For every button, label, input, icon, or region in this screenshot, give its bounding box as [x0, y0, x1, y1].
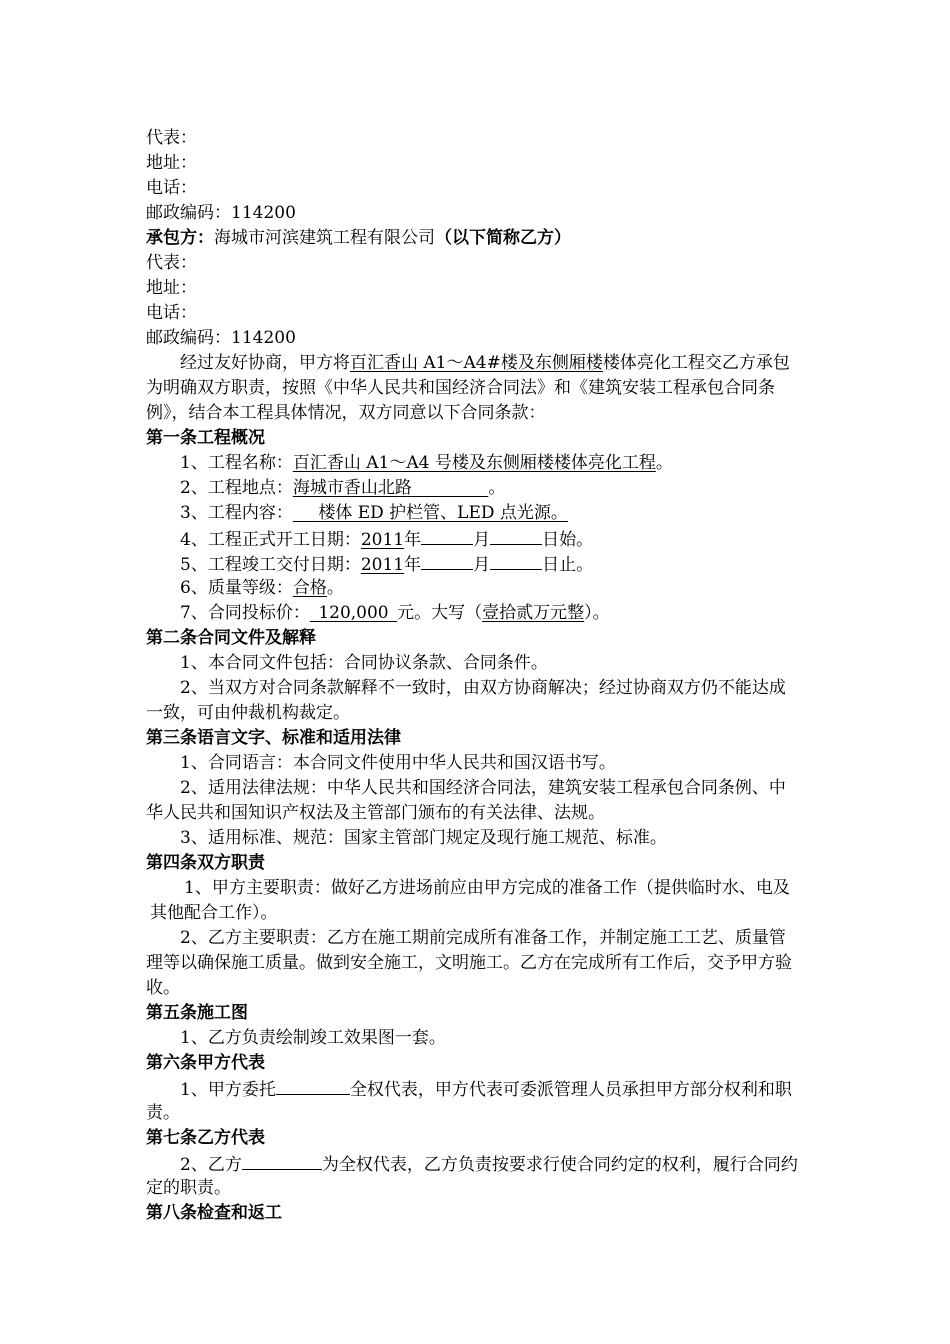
owner-phone-field: 电话： — [146, 178, 197, 198]
section-6-text: 全权代表，甲方代表可委派管理人员承担甲方部分权利和职 — [349, 1080, 792, 1100]
month-unit: 月 — [473, 530, 491, 550]
section-4-p2: 2、乙方主要职责：乙方在施工期前完成所有准备工作，并制定施工工艺、质量管 — [180, 928, 786, 948]
contractor-line — [146, 226, 571, 250]
owner-rep-field: 代表： — [146, 128, 197, 148]
section-4-p2-cont: 理等以确保施工质量。做到安全施工，文明施工。乙方在完成所有工作后，交予甲方验 — [146, 953, 792, 973]
contractor-phone-field: 电话： — [146, 303, 197, 323]
section-4-p1-cont: 其他配合工作）。 — [150, 903, 278, 923]
contractor-rep-blank — [242, 1151, 322, 1170]
intro-line-1 — [180, 351, 790, 375]
start-year: 2011 — [360, 530, 405, 550]
section-3-p1: 1、合同语言：本合同文件使用中华人民共和国汉语书写。 — [180, 753, 616, 773]
section-5-title: 第五条施工图 — [146, 1003, 248, 1023]
section-2-p1: 1、本合同文件包括：合同协议条款、合同条件。 — [180, 653, 548, 673]
field-label: 2、工程地点： — [180, 478, 293, 498]
punct: ）。 — [584, 603, 610, 623]
section-3-p2: 2、适用法律法规：中华人民共和国经济合同法，建筑安装工程承包合同条例、中 — [180, 778, 786, 798]
owner-address-field: 地址： — [146, 153, 197, 173]
intro-line-2: 为明确双方职责，按照《中华人民共和国经济合同法》和《建筑安装工程承包合同条 — [146, 378, 775, 398]
section-2-p2: 2、当双方对合同条款解释不一致时，由双方协商解决；经过协商双方仍不能达成 — [180, 678, 786, 698]
contractor-label: 承包方： — [146, 228, 214, 248]
field-label: 4、工程正式开工日期： — [180, 530, 361, 550]
section-6-title: 第六条甲方代表 — [146, 1053, 265, 1073]
contractor-rep-field: 代表： — [146, 253, 197, 273]
price-words: 壹拾贰万元整 — [482, 603, 585, 623]
section-7-p1-cont: 定的职责。 — [146, 1178, 231, 1198]
start-date-line — [180, 526, 593, 552]
project-content-value — [293, 503, 568, 523]
section-7-text: 2、乙方 — [180, 1155, 242, 1175]
start-day-blank — [490, 526, 542, 545]
section-6-text: 1、甲方委托 — [180, 1080, 276, 1100]
section-4-p1: 1、甲方主要职责：做好乙方进场前应由甲方完成的准备工作（提供临时水、电及 — [184, 878, 790, 898]
section-4-p2-end: 收。 — [146, 978, 180, 998]
section-3-p2-cont: 华人民共和国知识产权法及主管部门颁布的有关法律、法规。 — [146, 803, 605, 823]
field-label: 1、工程名称： — [180, 453, 293, 473]
punct: 。 — [655, 453, 673, 473]
price-text: 元。大写（ — [397, 603, 483, 623]
intro-line-3: 例》，结合本工程具体情况，双方同意以下合同条款： — [146, 403, 546, 423]
contractor-alias: （以下简称乙方） — [435, 228, 571, 248]
year-unit: 年 — [404, 555, 422, 575]
section-4-title: 第四条双方职责 — [146, 853, 265, 873]
field-label: 5、工程竣工交付日期： — [180, 555, 361, 575]
day-unit: 日止。 — [542, 555, 594, 575]
finish-month-blank — [421, 551, 473, 570]
section-1-title: 第一条工程概况 — [146, 428, 265, 448]
intro-text: 楼体亮化工程交乙方承包 — [602, 353, 790, 373]
project-name-line — [180, 451, 673, 475]
quality-value: 合格 — [292, 578, 327, 598]
project-content-line — [180, 501, 568, 525]
project-site-value — [293, 478, 489, 498]
section-2-p2-cont: 一致，可由仲裁机构裁定。 — [146, 703, 350, 723]
finish-day-blank — [490, 551, 542, 570]
quality-line — [180, 576, 344, 600]
section-7-title: 第七条乙方代表 — [146, 1128, 265, 1148]
project-content-text: 楼体 ED 护栏管、LED 点光源。 — [318, 503, 568, 523]
owner-rep-blank — [276, 1076, 350, 1095]
year-unit: 年 — [404, 530, 422, 550]
contractor-name: 海城市河滨建筑工程有限公司 — [214, 228, 435, 248]
day-unit: 日始。 — [542, 530, 594, 550]
finish-date-line — [180, 551, 593, 577]
start-month-blank — [421, 526, 473, 545]
contractor-address-field: 地址： — [146, 278, 197, 298]
intro-text: 经过友好协商，甲方将 — [180, 353, 350, 373]
section-7-p1 — [180, 1151, 798, 1177]
price-line — [180, 601, 610, 625]
section-3-p3: 3、适用标准、规范：国家主管部门规定及现行施工规范、标准。 — [180, 828, 667, 848]
project-name-value: 百汇香山 A1～A4 号楼及东侧厢楼楼体亮化工程 — [292, 453, 656, 473]
contractor-postcode-field: 邮政编码：114200 — [146, 328, 296, 348]
field-label: 7、合同投标价： — [180, 603, 310, 623]
intro-project-name: 百汇香山 A1～A4#楼及东侧厢楼 — [350, 353, 603, 373]
owner-postcode-field: 邮政编码：114200 — [146, 203, 296, 223]
month-unit: 月 — [473, 555, 491, 575]
section-5-p1: 1、乙方负责绘制竣工效果图一套。 — [180, 1028, 446, 1048]
field-label: 6、质量等级： — [180, 578, 293, 598]
punct: 。 — [488, 478, 506, 498]
section-6-p1 — [180, 1076, 792, 1102]
finish-year: 2011 — [360, 555, 405, 575]
price-number: 120,000 — [318, 603, 389, 623]
section-8-title: 第八条检查和返工 — [146, 1203, 282, 1223]
section-6-p1-cont: 责。 — [146, 1103, 180, 1123]
price-value — [310, 603, 397, 623]
section-3-title: 第三条语言文字、标准和适用法律 — [146, 728, 401, 748]
project-site-line — [180, 476, 505, 500]
section-2-title: 第二条合同文件及解释 — [146, 628, 316, 648]
section-7-text: 为全权代表，乙方负责按要求行使合同约定的权利，履行合同约 — [321, 1155, 798, 1175]
punct: 。 — [326, 578, 344, 598]
field-label: 3、工程内容： — [180, 503, 293, 523]
project-site-text: 海城市香山北路 — [292, 478, 412, 498]
